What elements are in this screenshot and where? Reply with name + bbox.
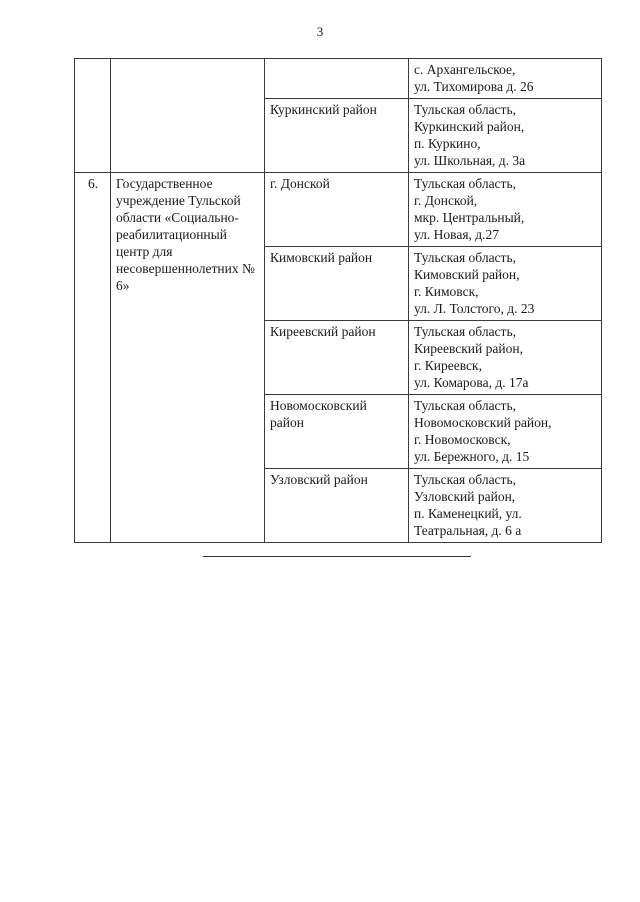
address-line: Куркинский район, xyxy=(414,119,525,134)
district-cell: Куркинский район xyxy=(265,99,409,173)
address-line: Театральная, д. 6 а xyxy=(414,523,522,538)
address-line: г. Новомосковск, xyxy=(414,432,511,447)
address-line: с. Архангельское, xyxy=(414,62,516,77)
address-line: ул. Тихомирова д. 26 xyxy=(414,79,534,94)
row-number-cell xyxy=(75,59,111,173)
address-line: Тульская область, xyxy=(414,176,516,191)
row-number-cell: 6. xyxy=(75,173,111,543)
address-line: ул. Новая, д.27 xyxy=(414,227,500,242)
address-cell xyxy=(409,173,602,247)
district-cell xyxy=(265,59,409,99)
address-line: Тульская область, xyxy=(414,102,516,117)
institutions-table xyxy=(74,58,602,543)
address-line: Тульская область, xyxy=(414,472,516,487)
address-line: Новомосковский район, xyxy=(414,415,552,430)
address-line: Узловский район, xyxy=(414,489,516,504)
district-cell: Киреевский район xyxy=(265,321,409,395)
organization-cell xyxy=(111,59,265,173)
address-line: г. Кимовск, xyxy=(414,284,479,299)
address-cell xyxy=(409,469,602,543)
address-line: ул. Бережного, д. 15 xyxy=(414,449,530,464)
address-line: Кимовский район, xyxy=(414,267,520,282)
address-cell xyxy=(409,321,602,395)
district-cell: Кимовский район xyxy=(265,247,409,321)
address-line: п. Куркино, xyxy=(414,136,481,151)
address-line: мкр. Центральный, xyxy=(414,210,525,225)
page-number: 3 xyxy=(316,24,324,39)
address-line: ул. Школьная, д. 3а xyxy=(414,153,526,168)
table-row xyxy=(75,59,602,99)
table-row xyxy=(75,173,602,247)
address-line: Киреевский район, xyxy=(414,341,523,356)
address-cell xyxy=(409,59,602,99)
address-cell xyxy=(409,247,602,321)
address-line: Тульская область, xyxy=(414,250,516,265)
address-line: г. Киреевск, xyxy=(414,358,482,373)
address-line: Тульская область, xyxy=(414,324,516,339)
district-cell: г. Донской xyxy=(265,173,409,247)
district-cell: Узловский район xyxy=(265,469,409,543)
address-line: п. Каменецкий, ул. xyxy=(414,506,522,521)
closing-divider xyxy=(203,556,471,557)
address-line: ул. Комарова, д. 17а xyxy=(414,375,529,390)
district-cell: Новомосковский район xyxy=(265,395,409,469)
address-cell xyxy=(409,395,602,469)
address-line: г. Донской, xyxy=(414,193,478,208)
address-line: ул. Л. Толстого, д. 23 xyxy=(414,301,535,316)
address-line: Тульская область, xyxy=(414,398,516,413)
address-cell xyxy=(409,99,602,173)
organization-cell: Государственное учреждение Тульской области «Социально-реабилитационный центр для несовершеннолетних № 6» xyxy=(111,173,265,543)
